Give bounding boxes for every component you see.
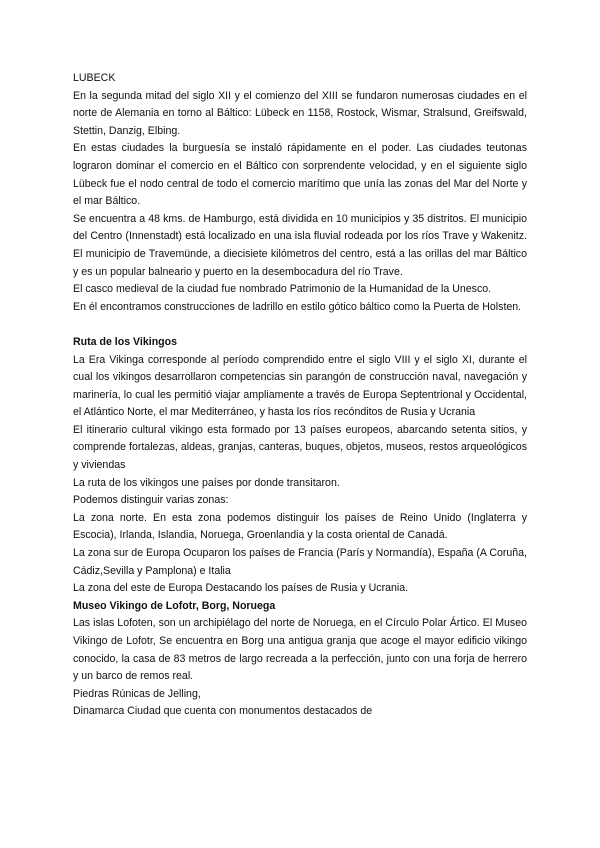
paragraph: La zona norte. En esta zona podemos distinguir los países de Reino Unido (Inglaterra y Escocia), Irlanda, Islandia, Noruega, Groenlandia y la costa oriental de Canadá. — [73, 511, 527, 542]
paragraph: Dinamarca Ciudad que cuenta con monumentos destacados de — [73, 705, 373, 718]
section-heading-museo: Museo Vikingo de Lofotr, Borg, Noruega — [73, 599, 276, 612]
paragraph: La zona del este de Europa Destacando los países de Rusia y Ucrania. — [73, 582, 409, 595]
paragraph: En estas ciudades la burguesía se instaló rápidamente en el poder. Las ciudades teutonas lograron dominar el comercio en el Báltico con sorprendente velocidad, y en el siguiente siglo Lübeck fue el nodo central de todo el comercio marítimo que unía las zonas del Mar del Norte y el mar Báltico. — [73, 142, 527, 208]
section-title-lubeck: LUBECK — [73, 72, 116, 84]
paragraph: La ruta de los vikingos une países por donde transitaron. — [73, 476, 340, 489]
paragraph: Piedras Rúnicas de Jelling, — [73, 687, 201, 700]
paragraph: La Era Vikinga corresponde al período comprendido entre el siglo VIII y el siglo XI, durante el cual los vikingos desarrollaron competencias sin parangón de construcción naval, navegación y marinería, lo cual les permitió viajar ampliamente a través de Europa Septentrional y Occidental, el Atlántico Norte, el mar Mediterráneo, y hasta los ríos recónditos de Rusia y Ucrania — [73, 353, 527, 419]
document-body — [73, 70, 527, 721]
paragraph: En él encontramos construcciones de ladrillo en estilo gótico báltico como la Puerta de Holsten. — [73, 300, 522, 313]
section-heading-vikingos: Ruta de los Vikingos — [73, 335, 177, 348]
paragraph: Se encuentra a 48 kms. de Hamburgo, está dividida en 10 municipios y 35 distritos. El municipio del Centro (Innenstadt) está localizado en una isla fluvial rodeada por los ríos Trave y Wakenitz. El municipio de Travemünde, a diecisiete kilómetros del centro, está a las orillas del mar Báltico y es un popular balneario y puerto en la desembocadura del río Trave. — [73, 212, 527, 278]
paragraph: Podemos distinguir varias zonas: — [73, 494, 229, 507]
paragraph: La zona sur de Europa Ocuparon los países de Francia (París y Normandía), España (A Coruña, Cádiz,Sevilla y Pamplona) e Italia — [73, 547, 528, 577]
paragraph: Las islas Lofoten, son un archipiélago del norte de Noruega, en el Círculo Polar Ártico. El Museo Vikingo de Lofotr, Se encuentra en Borg una antigua granja que acoge el mayor edificio vikingo conocido, la casa de 83 metros de largo recreada a la perfección, junto con una forja de herrero y un barco de remos real. — [73, 617, 527, 683]
paragraph: En la segunda mitad del siglo XII y el comienzo del XIII se fundaron numerosas ciudades en el norte de Alemania en torno al Báltico: Lübeck en 1158, Rostock, Wismar, Stralsund, Greifswald, Stettin, Danzig, Elbing. — [73, 89, 527, 137]
paragraph: El casco medieval de la ciudad fue nombrado Patrimonio de la Humanidad de la Unesco. — [73, 283, 492, 296]
paragraph: El itinerario cultural vikingo esta formado por 13 países europeos, abarcando setenta sitios, y comprende fortalezas, aldeas, granjas, canteras, buques, objetos, museos, restos arqueológicos y viviendas — [73, 423, 527, 472]
section-spacer — [73, 316, 527, 334]
